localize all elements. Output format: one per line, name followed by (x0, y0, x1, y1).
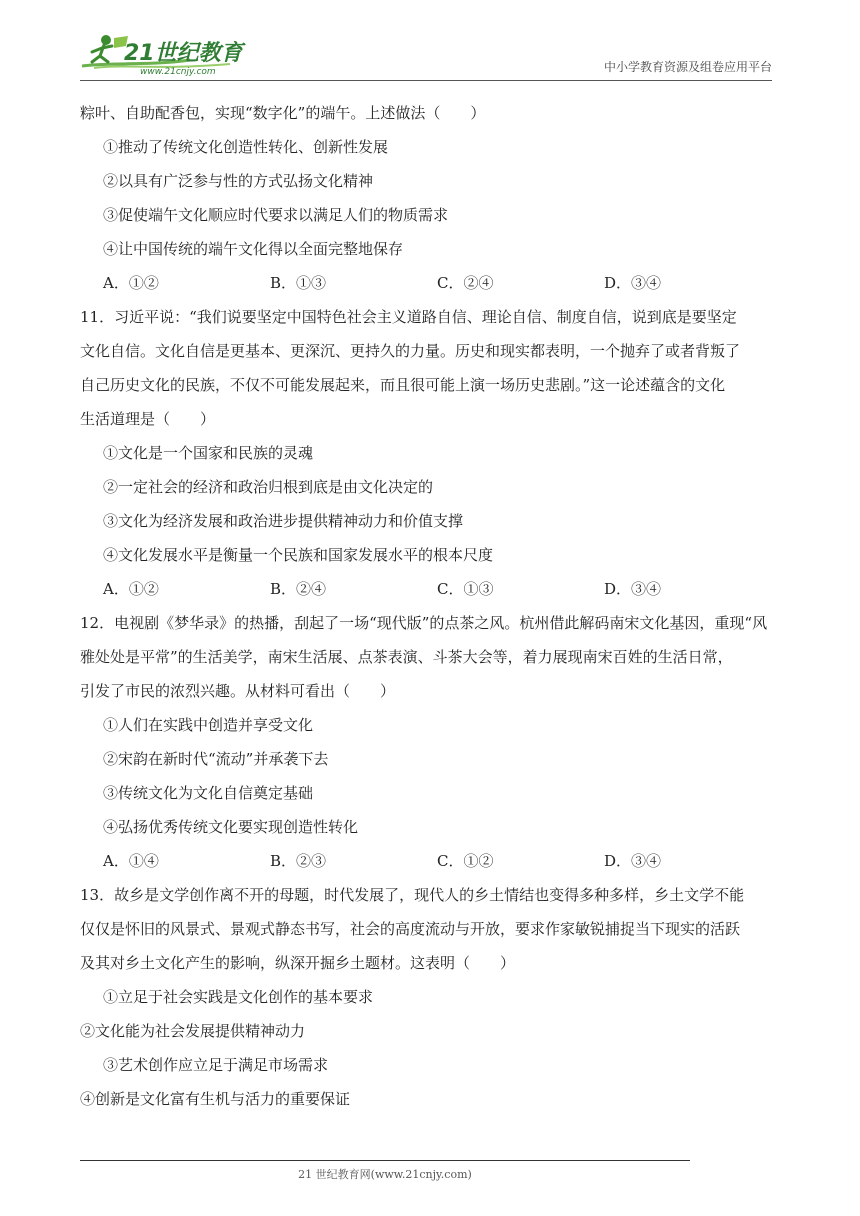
q11-choice-a: A．①② (103, 580, 159, 598)
q12-option-2: ②宋韵在新时代“流动”并承袭下去 (103, 750, 329, 768)
q11-option-1: ①文化是一个国家和民族的灵魂 (103, 444, 314, 462)
logo-text: 21世纪教育 (124, 41, 243, 66)
q11-choices (80, 572, 780, 606)
question-12-stem-line-1: 12．电视剧《梦华录》的热播，刮起了一场“现代版”的点茶之风。杭州借此解码南宋文化基因，重现“风 (80, 614, 768, 632)
question-13-stem-line-3: 及其对乡土文化产生的影响，纵深开掘乡土题材。这表明（ ） (80, 954, 516, 972)
q10-choice-a: A．①② (103, 274, 159, 292)
q10-choice-d: D．③④ (604, 274, 662, 292)
question-12-stem-line-2: 雅处处是平常”的生活美学，南宋生活展、点茶表演、斗茶大会等，着力展现南宋百姓的生活日常， (80, 648, 733, 666)
document-body (80, 96, 780, 1116)
question-11-stem-line-2: 文化自信。文化自信是更基本、更深沉、更持久的力量。历史和现实都表明，一个抛弃了或者背叛了 (80, 342, 741, 360)
platform-name: 中小学教育资源及组卷应用平台 (603, 60, 772, 74)
q11-option-3: ③文化为经济发展和政治进步提供精神动力和价值支撑 (103, 512, 464, 530)
question-11-stem-line-1: 11．习近平说：“我们说要坚定中国特色社会主义道路自信、理论自信、制度自信，说到底是要坚定 (80, 308, 737, 326)
logo-url: www.21cnjy.com (140, 67, 216, 77)
q12-option-1: ①人们在实践中创造并享受文化 (103, 716, 314, 734)
question-10-stem: 粽叶、自助配香包，实现“数字化”的端午。上述做法（ ） (80, 104, 486, 122)
q13-option-3: ③艺术创作应立足于满足市场需求 (103, 1056, 329, 1074)
q11-option-4: ④文化发展水平是衡量一个民族和国家发展水平的根本尺度 (103, 546, 494, 564)
question-11-stem-line-3: 自己历史文化的民族，不仅不可能发展起来，而且很可能上演一场历史悲剧。”这一论述蕴含的文化 (80, 376, 726, 394)
q12-choice-b: B．②③ (270, 852, 327, 870)
logo (80, 32, 280, 78)
header-divider (80, 80, 772, 81)
q12-choice-a: A．①④ (103, 852, 159, 870)
q11-choice-b: B．②④ (270, 580, 327, 598)
page-header (80, 30, 772, 80)
q11-choice-c: C．①③ (437, 580, 494, 598)
q13-option-4: ④创新是文化富有生机与活力的重要保证 (80, 1090, 351, 1108)
question-13-stem-line-2: 仅仅是怀旧的风景式、景观式静态书写，社会的高度流动与开放，要求作家敏锐捕捉当下现实的活跃 (80, 920, 741, 938)
q10-option-3: ③促使端午文化顺应时代要求以满足人们的物质需求 (103, 206, 449, 224)
q10-choice-b: B．①③ (270, 274, 327, 292)
q13-option-1: ①立足于社会实践是文化创作的基本要求 (103, 988, 374, 1006)
q12-choices (80, 844, 780, 878)
page-footer: 21 世纪教育网(www.21cnjy.com) (298, 1168, 472, 1181)
q13-option-2: ②文化能为社会发展提供精神动力 (80, 1022, 306, 1040)
question-11-stem-line-4: 生活道理是（ ） (80, 410, 216, 428)
q10-choice-c: C．②④ (437, 274, 494, 292)
q10-option-1: ①推动了传统文化创造性转化、创新性发展 (103, 138, 389, 156)
footer-divider (80, 1160, 690, 1161)
q12-option-3: ③传统文化为文化自信奠定基础 (103, 784, 314, 802)
runner-icon (101, 35, 111, 45)
q11-option-2: ②一定社会的经济和政治归根到底是由文化决定的 (103, 478, 434, 496)
logo-graphic (80, 32, 280, 78)
q12-option-4: ④弘扬优秀传统文化要实现创造性转化 (103, 818, 359, 836)
q10-choices (80, 266, 780, 300)
q12-choice-c: C．①② (437, 852, 494, 870)
q11-choice-d: D．③④ (604, 580, 662, 598)
q10-option-4: ④让中国传统的端午文化得以全面完整地保存 (103, 240, 404, 258)
question-13-stem-line-1: 13．故乡是文学创作离不开的母题，时代发展了，现代人的乡土情结也变得多种多样，乡土文学不能 (80, 886, 745, 904)
q12-choice-d: D．③④ (604, 852, 662, 870)
question-12-stem-line-3: 引发了市民的浓烈兴趣。从材料可看出（ ） (80, 682, 396, 700)
q10-option-2: ②以具有广泛参与性的方式弘扬文化精神 (103, 172, 374, 190)
